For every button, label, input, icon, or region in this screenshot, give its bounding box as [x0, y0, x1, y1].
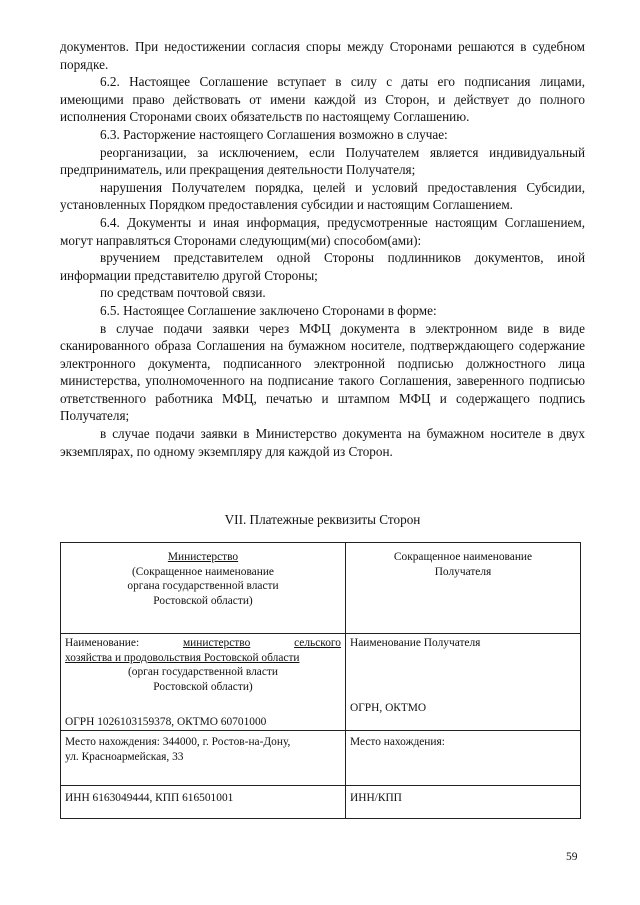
ministry-title: Министерство — [167, 551, 239, 563]
recipient-header-1: Сокращенное наименование — [393, 551, 533, 563]
paragraph-post: по средствам почтовой связи. — [100, 285, 266, 301]
name-label: Наименование: — [65, 637, 140, 649]
ministry-address-cell — [61, 730, 346, 785]
paragraph-delivery: вручением представителем одной Стороны подлинников документов, иной информации представителю другой Стороны; — [60, 250, 585, 283]
ministry-sub-3: Ростовской области) — [153, 594, 253, 607]
ministry-header-cell — [61, 543, 346, 634]
ministry-inn-cell — [61, 785, 346, 818]
table-row-name — [61, 634, 581, 731]
ministry-address-1: Место нахождения: 344000, г. Ростов-на-Дону, — [65, 735, 291, 748]
ministry-name-cell — [61, 634, 346, 731]
table-row-address — [61, 730, 581, 785]
paragraph-6-2: 6.2. Настоящее Соглашение вступает в силу с даты его подписания лицами, имеющими право действовать от имени каждой из Сторон, и действует до полного исполнения Сторонами своих обязательств по настоящему Соглашению. — [60, 74, 585, 125]
paragraph-6-5: 6.5. Настоящее Соглашение заключено Сторонами в форме: — [100, 302, 437, 318]
recipient-inn: ИНН/КПП — [350, 791, 402, 804]
recipient-header-2: Получателя — [434, 565, 492, 578]
paragraph-6-4: 6.4. Документы и иная информация, предусмотренные настоящим Соглашением, могут направляться Сторонами следующим(ми) способом(ами): — [60, 214, 585, 248]
table-row-inn — [61, 785, 581, 818]
ministry-ogrn: ОГРН 1026103159378, ОКТМО 60701000 — [65, 716, 267, 729]
recipient-address-cell — [346, 730, 581, 785]
recipient-name: Наименование Получателя — [350, 637, 481, 649]
paragraph-violation: нарушения Получателем порядка, целей и условий предоставления Субсидии, установленных Порядком предоставления субсидии и настоящим Соглашением. — [60, 179, 585, 213]
recipient-inn-cell — [346, 785, 581, 818]
paragraph-reorganization: реорганизации, за исключением, если Получателем является индивидуальный предприниматель, или прекращения деятельности Получателя; — [60, 144, 585, 178]
ministry-name-sub-2: Ростовской области) — [153, 680, 253, 693]
paragraph-ministry: в случае подачи заявки в Министерство документа на бумажном носителе в двух экземплярах, по одному экземпляру для каждой из Сторон. — [60, 426, 585, 459]
ministry-name-line1 — [65, 636, 341, 651]
paragraph-continuation: документов. При недостижении согласия споры между Сторонами решаются в судебном порядке. — [60, 39, 585, 72]
ministry-sub-1: (Сокращенное наименование — [132, 565, 274, 578]
page-number: 59 — [566, 851, 578, 863]
recipient-header-cell — [346, 543, 581, 634]
recipient-ogrn: ОГРН, ОКТМО — [350, 701, 427, 714]
ministry-address-2: ул. Красноармейская, 33 — [65, 750, 184, 763]
table-row-header — [61, 543, 581, 634]
name-word-1: министерство — [182, 637, 251, 649]
ministry-name-line2: хозяйства и продовольствия Ростовской области — [65, 651, 300, 664]
recipient-address: Место нахождения: — [350, 735, 445, 748]
requisites-table — [60, 542, 581, 819]
section-title: VII. Платежные реквизиты Сторон — [224, 512, 421, 527]
body-text — [60, 38, 585, 460]
ministry-name-sub-1: (орган государственной власти — [128, 666, 278, 679]
paragraph-mfc: в случае подачи заявки через МФЦ документа в электронном виде в виде сканированного образа Соглашения на бумажном носителе, подтверждающего содержание электронного документа, подписанного электронной подписью должностного лица министерства, уполномоченного на подписание такого Соглашения, заверенного подписью ответственного работника МФЦ, печатью и штампом МФЦ и содержащего подпись Получателя; — [60, 320, 585, 424]
ministry-sub-2: органа государственной власти — [127, 580, 279, 593]
name-word-2: сельского — [294, 637, 341, 649]
paragraph-6-3: 6.3. Расторжение настоящего Соглашения возможно в случае: — [100, 126, 448, 142]
recipient-name-cell — [346, 634, 581, 731]
ministry-inn: ИНН 6163049444, КПП 616501001 — [65, 791, 234, 804]
